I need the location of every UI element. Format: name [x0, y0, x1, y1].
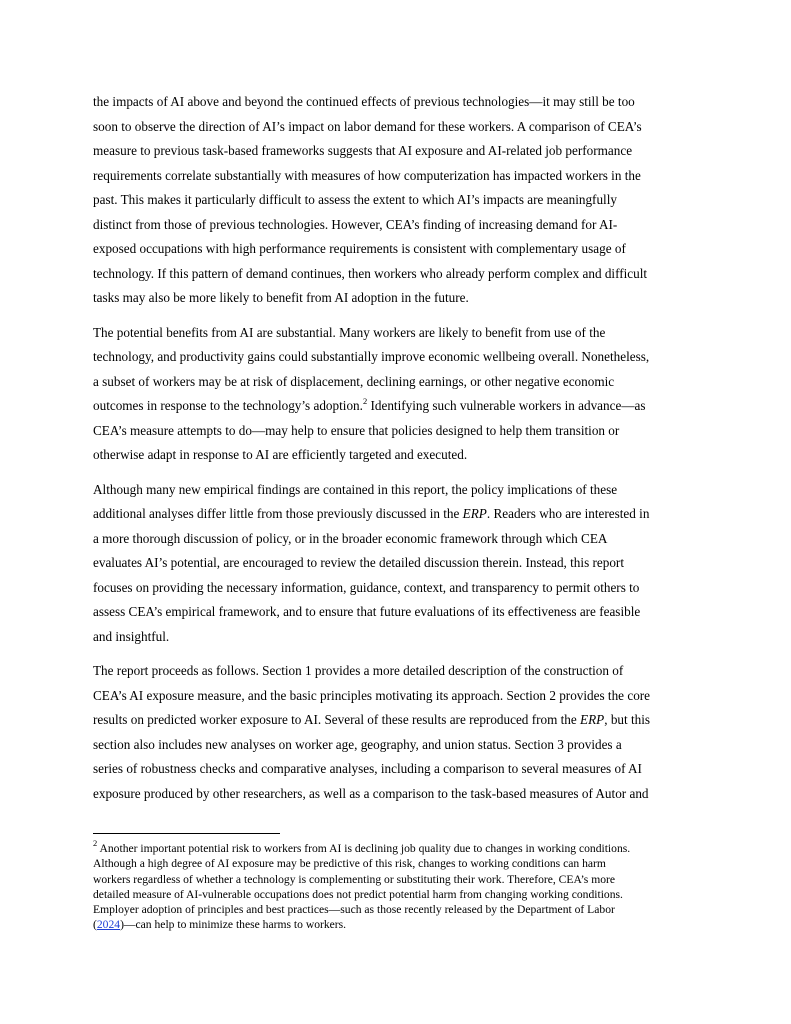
paragraph-4	[93, 659, 700, 806]
text-segment: results on predicted worker exposure to AI. Several of these results are reproduced from the	[93, 712, 581, 727]
text-segment: Identifying such vulnerable workers in advance—as	[367, 398, 646, 413]
text-line: exposed occupations with high performance requirements is consistent with complementary usage of	[93, 241, 626, 256]
footnote-line: Employer adoption of principles and best practices—such as those recently released by the Department of Labor	[93, 903, 615, 917]
text-line: Although many new empirical findings are contained in this report, the policy implications of these	[93, 481, 618, 497]
footnote-line: workers regardless of whether a technology is complementing or substituting their work. Therefore, CEA’s more	[93, 872, 616, 886]
footnote	[93, 838, 705, 933]
text-line: exposure produced by other researchers, as well as a comparison to the task-based measures of Autor and	[93, 785, 649, 801]
text-line: assess CEA’s empirical framework, and to ensure that future evaluations of its effectiveness are feasible	[93, 604, 641, 619]
footnote-line	[93, 917, 705, 932]
text-segment: , but this	[604, 712, 651, 727]
text-line	[93, 708, 700, 733]
text-line: technology. If this pattern of demand continues, then workers who already perform complex and difficult	[93, 265, 648, 281]
text-line: distinct from those of previous technologies. However, CEA’s finding of increasing demand for AI-	[93, 216, 618, 232]
text-line: soon to observe the direction of AI’s impact on labor demand for these workers. A comparison of CEA’s	[93, 118, 642, 134]
erp-citation: ERP	[462, 506, 487, 521]
text-line: CEA’s AI exposure measure, and the basic principles motivating its approach. Section 2 provides the core	[93, 687, 651, 703]
footnote-line: Although a high degree of AI exposure may be predictive of this risk, changes to working conditions can harm	[93, 857, 606, 871]
body-text	[93, 90, 700, 816]
paragraph-1	[93, 90, 700, 311]
text-segment: Another important potential risk to workers from AI is declining job quality due to changes in working conditions.	[97, 842, 631, 855]
paragraph-3	[93, 478, 700, 650]
text-line: a subset of workers may be at risk of displacement, declining earnings, or other negative economic	[93, 373, 615, 389]
text-segment: outcomes in response to the technology’s adoption.	[93, 398, 363, 413]
text-segment: (	[93, 918, 97, 932]
paragraph-2	[93, 321, 700, 468]
text-line: requirements correlate substantially with measures of how computerization has impacted workers in the	[93, 167, 641, 183]
text-segment: additional analyses differ little from those previously discussed in the	[93, 506, 463, 521]
footnote-line: detailed measure of AI-vulnerable occupations does not predict potential harm from changing working conditions.	[93, 887, 623, 901]
text-line: measure to previous task-based frameworks suggests that AI exposure and AI-related job performance	[93, 143, 633, 158]
text-line: the impacts of AI above and beyond the continued effects of previous technologies—it may still be too	[93, 94, 635, 109]
text-line	[93, 502, 700, 527]
text-line: technology, and productivity gains could substantially improve economic wellbeing overall. Nonetheless,	[93, 349, 650, 364]
text-line: and insightful.	[93, 628, 170, 644]
text-line: otherwise adapt in response to AI are efficiently targeted and executed.	[93, 447, 468, 462]
text-line: a more thorough discussion of policy, or in the broader economic framework through which CEA	[93, 530, 608, 546]
footnote-line	[93, 838, 705, 856]
text-line: The potential benefits from AI are substantial. Many workers are likely to benefit from use of the	[93, 324, 606, 340]
text-line: CEA’s measure attempts to do—may help to ensure that policies designed to help them transition or	[93, 422, 620, 438]
text-segment: . Readers who are interested in	[486, 506, 650, 521]
text-line: tasks may also be more likely to benefit from AI adoption in the future.	[93, 290, 469, 305]
text-line: past. This makes it particularly difficult to assess the extent to which AI’s impacts are meaningfully	[93, 192, 617, 207]
erp-citation: ERP	[580, 712, 605, 727]
dol-2024-link[interactable]: 2024	[96, 918, 121, 932]
text-line: focuses on providing the necessary information, guidance, context, and transparency to permit others to	[93, 579, 640, 595]
text-line: evaluates AI’s potential, are encouraged to review the detailed discussion therein. Instead, this report	[93, 555, 624, 570]
footnote-reference[interactable]: 2	[362, 396, 368, 406]
text-segment: )—can help to minimize these harms to workers.	[120, 918, 347, 932]
footnote-separator	[93, 833, 280, 834]
text-line	[93, 394, 700, 419]
text-line: The report proceeds as follows. Section 1 provides a more detailed description of the construction of	[93, 663, 624, 678]
text-line: series of robustness checks and comparative analyses, including a comparison to several measures of AI	[93, 761, 642, 776]
footnote-marker: 2	[93, 838, 98, 848]
text-line: section also includes new analyses on worker age, geography, and union status. Section 3 provides a	[93, 736, 622, 752]
